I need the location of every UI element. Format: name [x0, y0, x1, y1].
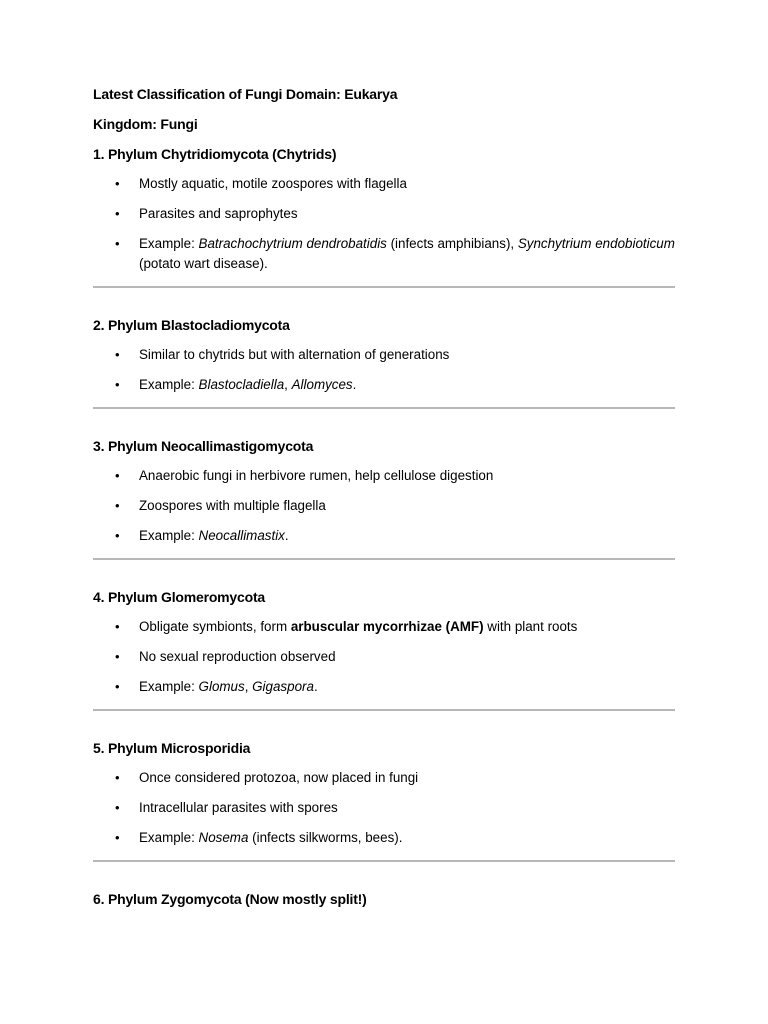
section-heading: 5. Phylum Microsporidia — [93, 740, 251, 756]
example-text: . — [313, 679, 318, 694]
example-prefix: Example: — [139, 679, 199, 694]
section-heading: 4. Phylum Glomeromycota — [93, 589, 266, 605]
list-item-text: Mostly aquatic, motile zoospores with flagella — [139, 176, 407, 191]
section-microsporidia — [93, 738, 675, 862]
example-text: (potato wart disease). — [139, 256, 268, 271]
section-heading: 6. Phylum Zygomycota (Now mostly split!) — [93, 891, 367, 907]
section-chytridiomycota — [93, 144, 675, 288]
bullet-icon: • — [115, 236, 120, 251]
bullet-icon: • — [115, 206, 120, 221]
bullet-icon: • — [115, 619, 120, 634]
list-item — [93, 677, 675, 697]
list-item-text: Once considered protozoa, now placed in fungi — [139, 770, 419, 785]
list-item — [93, 496, 675, 516]
example-text: . — [284, 528, 289, 543]
horizontal-divider — [93, 407, 675, 409]
bullet-list — [93, 466, 675, 546]
document-content — [93, 84, 675, 919]
list-item-text: No sexual reproduction observed — [139, 649, 336, 664]
species-name: Synchytrium endobioticum — [517, 236, 675, 251]
species-name: Gigaspora — [252, 679, 314, 694]
list-item — [93, 798, 675, 818]
list-item — [93, 526, 675, 546]
list-item — [93, 617, 675, 637]
bullet-icon: • — [115, 498, 120, 513]
list-item — [93, 204, 675, 224]
list-item — [93, 647, 675, 667]
species-name: Allomyces — [291, 377, 353, 392]
bullet-list — [93, 617, 675, 697]
bullet-icon: • — [115, 830, 120, 845]
species-name: Batrachochytrium dendrobatidis — [198, 236, 387, 251]
list-item-text: with plant roots — [483, 619, 578, 634]
list-item-text: Intracellular parasites with spores — [139, 800, 338, 815]
horizontal-divider — [93, 558, 675, 560]
list-item-text: Similar to chytrids but with alternation of generations — [139, 347, 450, 362]
section-glomeromycota — [93, 587, 675, 711]
species-name: Glomus — [198, 679, 245, 694]
list-item-text: Zoospores with multiple flagella — [139, 498, 326, 513]
example-prefix: Example: — [139, 236, 199, 251]
section-heading: 3. Phylum Neocallimastigomycota — [93, 438, 314, 454]
bullet-list — [93, 768, 675, 848]
example-text: (infects amphibians), — [386, 236, 518, 251]
bold-term: arbuscular mycorrhizae (AMF) — [290, 619, 484, 634]
list-item — [93, 375, 675, 395]
example-prefix: Example: — [139, 377, 199, 392]
section-blastocladiomycota — [93, 315, 675, 409]
example-text: (infects silkworms, bees). — [248, 830, 403, 845]
list-item — [93, 234, 675, 274]
section-heading: 1. Phylum Chytridiomycota (Chytrids) — [93, 146, 337, 162]
horizontal-divider — [93, 860, 675, 862]
list-item — [93, 768, 675, 788]
horizontal-divider — [93, 286, 675, 288]
example-prefix: Example: — [139, 528, 199, 543]
bullet-icon: • — [115, 377, 120, 392]
document-title: Latest Classification of Fungi Domain: Eukarya — [93, 86, 398, 102]
horizontal-divider — [93, 709, 675, 711]
bullet-icon: • — [115, 176, 120, 191]
example-prefix: Example: — [139, 830, 199, 845]
section-zygomycota — [93, 889, 675, 909]
example-text: , — [284, 377, 292, 392]
list-item — [93, 828, 675, 848]
list-item — [93, 345, 675, 365]
species-name: Nosema — [198, 830, 249, 845]
species-name: Blastocladiella — [198, 377, 285, 392]
species-name: Neocallimastix — [198, 528, 285, 543]
section-heading: 2. Phylum Blastocladiomycota — [93, 317, 290, 333]
section-neocallimastigomycota — [93, 436, 675, 560]
list-item — [93, 174, 675, 194]
list-item-text: Obligate symbionts, form — [139, 619, 291, 634]
bullet-icon: • — [115, 770, 120, 785]
bullet-icon: • — [115, 649, 120, 664]
kingdom-heading: Kingdom: Fungi — [93, 116, 198, 132]
list-item-text: Parasites and saprophytes — [139, 206, 298, 221]
example-text: . — [352, 377, 357, 392]
bullet-list — [93, 174, 675, 274]
list-item-text: Anaerobic fungi in herbivore rumen, help cellulose digestion — [139, 468, 494, 483]
bullet-icon: • — [115, 679, 120, 694]
bullet-icon: • — [115, 528, 120, 543]
bullet-icon: • — [115, 468, 120, 483]
bullet-icon: • — [115, 347, 120, 362]
list-item — [93, 466, 675, 486]
example-text: , — [244, 679, 253, 694]
bullet-list — [93, 345, 675, 395]
bullet-icon: • — [115, 800, 120, 815]
